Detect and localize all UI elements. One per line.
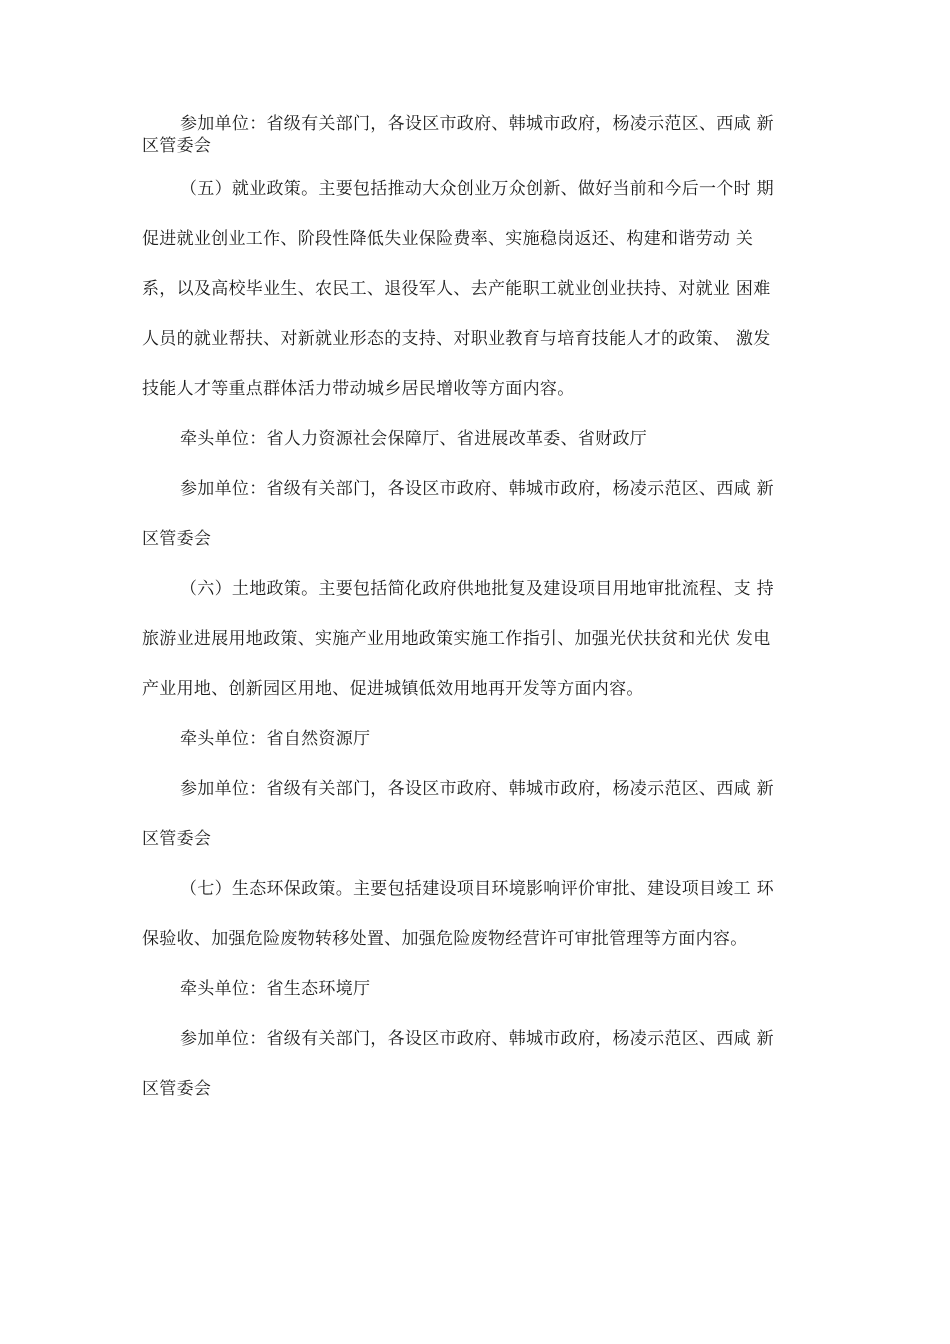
participants-line-cont: 区管委会	[142, 829, 212, 849]
participants-line-cont: 区管委会	[142, 136, 212, 156]
participants-line-cont: 区管委会	[142, 529, 212, 549]
section-7-body-line: 保验收、加强危险废物转移处置、加强危险废物经营许可审批管理等方面内容。	[142, 929, 748, 949]
participants-line: 参加单位：省级有关部门，各设区市政府、韩城市政府，杨凌示范区、西咸 新	[180, 1029, 774, 1049]
section-5-body-line: 促进就业创业工作、阶段性降低失业保险费率、实施稳岗返还、构建和谐劳动 关	[142, 229, 754, 249]
section-6-heading-line: （六）土地政策。主要包括简化政府供地批复及建设项目用地审批流程、支 持	[180, 579, 774, 599]
section-5-body-line: 系，以及高校毕业生、农民工、退役军人、去产能职工就业创业扶持、对就业 困难	[142, 279, 771, 299]
section-5-body-line: 人员的就业帮扶、对新就业形态的支持、对职业教育与培育技能人才的政策、 激发	[142, 329, 771, 349]
section-5-heading-line: （五）就业政策。主要包括推动大众创业万众创新、做好当前和今后一个时 期	[180, 179, 774, 199]
lead-unit-line: 牵头单位：省人力资源社会保障厅、省进展改革委、省财政厅	[180, 429, 648, 449]
section-5-body-line: 技能人才等重点群体活力带动城乡居民增收等方面内容。	[142, 379, 575, 399]
participants-line: 参加单位：省级有关部门，各设区市政府、韩城市政府，杨凌示范区、西咸 新	[180, 114, 774, 134]
section-7-heading-line: （七）生态环保政策。主要包括建设项目环境影响评价审批、建设项目竣工 环	[180, 879, 774, 899]
section-6-body-line: 旅游业进展用地政策、实施产业用地政策实施工作指引、加强光伏扶贫和光伏 发电	[142, 629, 771, 649]
section-6-body-line: 产业用地、创新园区用地、促进城镇低效用地再开发等方面内容。	[142, 679, 644, 699]
participants-line: 参加单位：省级有关部门，各设区市政府、韩城市政府，杨凌示范区、西咸 新	[180, 479, 774, 499]
lead-unit-line: 牵头单位：省自然资源厅	[180, 729, 371, 749]
lead-unit-line: 牵头单位：省生态环境厅	[180, 979, 371, 999]
participants-line: 参加单位：省级有关部门，各设区市政府、韩城市政府，杨凌示范区、西咸 新	[180, 779, 774, 799]
participants-line-cont: 区管委会	[142, 1079, 212, 1099]
